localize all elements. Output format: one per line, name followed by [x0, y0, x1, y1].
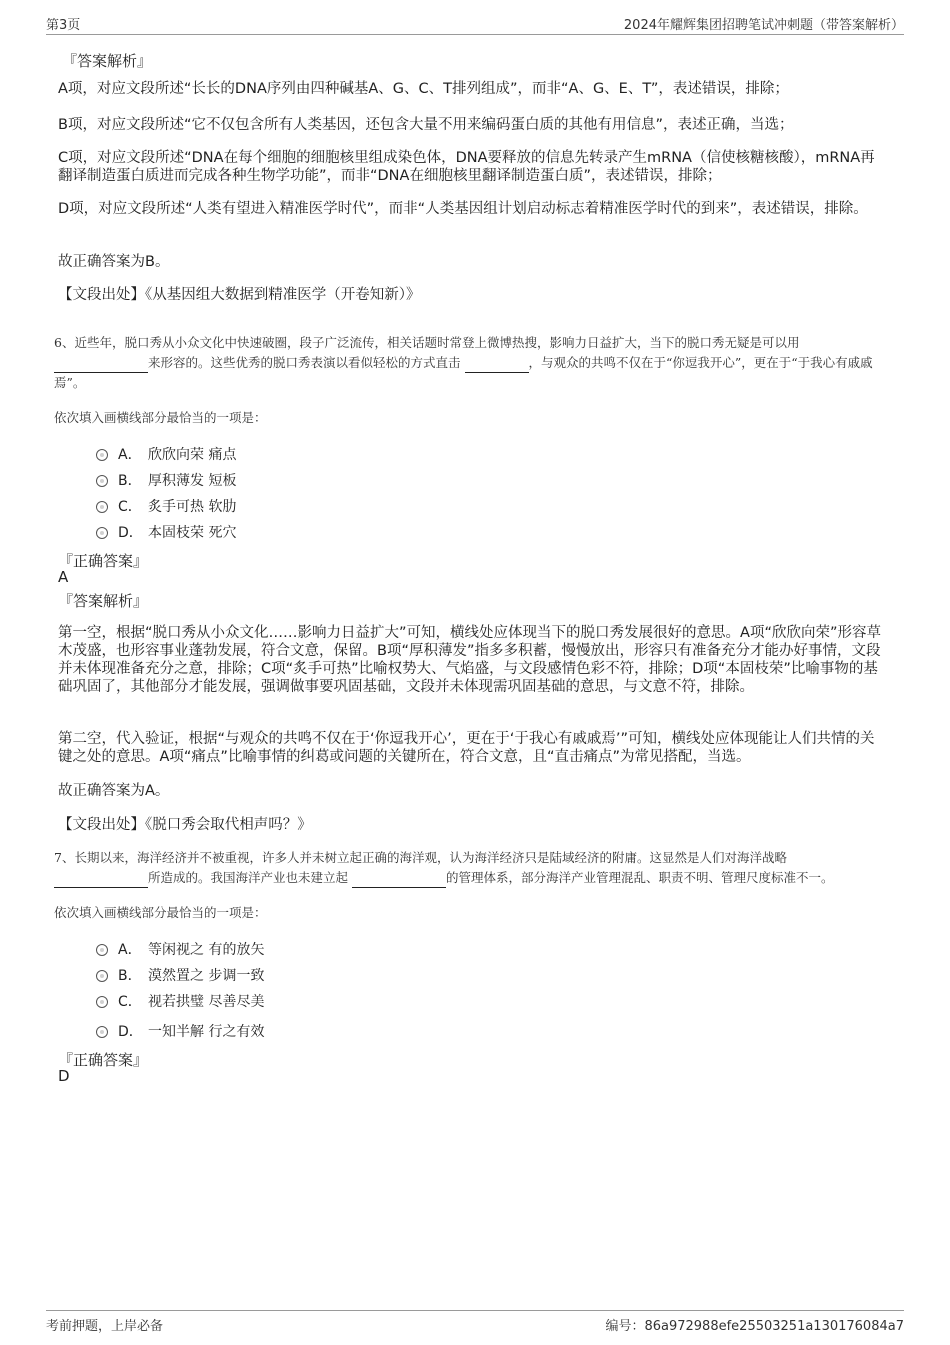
radio-icon[interactable] — [96, 970, 108, 982]
q6-analysis-blank-1: 第一空，根据“脱口秀从小众文化……影响力日益扩大”可知，横线处应体现当下的脱口秀发展很好的意思。A项“欣欣向荣”形容草木茂盛，也形容事业蓬勃发展，符合文意，保留。B项“厚积薄发”指多多积蓄，慢慢放出，形容只有准备充分才能办好事情，文段并未体现准备充分之意，排除；C项“炙手可热”比喻权势大、气焰盛，与文段感情色彩不符，排除；D项“本固枝荣”比喻事物的基础巩固了，其他部分才能发展，强调做事要巩固基础，文段并未体现需巩固基础的意思，与文意不符，排除。 — [58, 625, 881, 695]
q5-analysis-label: 『答案解析』 — [62, 52, 153, 70]
q6-blank-1 — [54, 358, 148, 373]
q5-analysis-item-a: A项，对应文段所述“长长的DNA序列由四种碱基A、G、C、T排列组成”，而非“A、G、E、T”，表述错误，排除； — [58, 81, 789, 97]
radio-icon[interactable] — [96, 944, 108, 956]
q6-stem-part1: 6、近些年，脱口秀从小众文化中快速破圈，段子广泛流传，相关话题时常登上微博热搜，影响力日益扩大，当下的脱口秀无疑是可以用 — [54, 335, 800, 350]
q6-stem-part3: ，与观众的共鸣不仅在于“你逗我开心”，更在于“于我心有戚戚焉”。 — [54, 355, 873, 390]
page-footer — [46, 1310, 904, 1335]
radio-icon[interactable] — [96, 501, 108, 513]
radio-icon[interactable] — [96, 449, 108, 461]
q6-answer: A — [58, 568, 69, 586]
q7-option-d[interactable]: D． 一知半解 行之有效 — [96, 1021, 264, 1041]
radio-icon[interactable] — [96, 475, 108, 487]
document-code: 编号：86a972988efe25503251a130176084a7 — [605, 1319, 904, 1334]
q6-analysis-blank-2: 第二空，代入验证，根据“与观众的共鸣不仅在于‘你逗我开心’，更在于‘于我心有戚戚焉’”可知，横线处应体现能让人们共情的关键之处的意思。A项“痛点”比喻事情的纠葛或问题的关键所在，符合文意，且“直击痛点”为常见搭配，当选。 — [58, 731, 875, 765]
q7-answer: D — [58, 1067, 70, 1085]
q7-stem-part3: 的管理体系，部分海洋产业管理混乱、职责不明、管理尺度标准不一。 — [446, 870, 834, 885]
q5-analysis-item-d: D项，对应文段所述“人类有望进入精准医学时代”，而非“人类基因组计划启动标志着精准医学时代的到来”，表述错误，排除。 — [58, 201, 868, 217]
page-header — [46, 14, 904, 35]
document-title: 2024年耀辉集团招聘笔试冲刺题（带答案解析） — [623, 18, 904, 33]
radio-icon[interactable] — [96, 996, 108, 1008]
radio-icon[interactable] — [96, 527, 108, 539]
q6-option-d[interactable]: D． 本固枝荣 死穴 — [96, 522, 236, 542]
q5-conclusion: 故正确答案为B。 — [58, 254, 170, 270]
page-number: 第3页 — [46, 18, 81, 33]
q6-analysis-label: 『答案解析』 — [58, 592, 149, 610]
q7-option-b[interactable]: B． 漠然置之 步调一致 — [96, 965, 264, 985]
q6-option-c[interactable]: C． 炙手可热 软肋 — [96, 496, 236, 516]
q6-prompt: 依次填入画横线部分最恰当的一项是： — [54, 410, 267, 425]
q6-option-b[interactable]: B． 厚积薄发 短板 — [96, 470, 236, 490]
q6-option-a[interactable]: A． 欣欣向荣 痛点 — [96, 444, 236, 464]
q7-stem — [54, 848, 894, 888]
q6-stem — [54, 333, 894, 393]
q6-stem-part2: 来形容的。这些优秀的脱口秀表演以看似轻松的方式直击 — [148, 355, 461, 370]
q6-blank-2 — [465, 358, 529, 373]
q7-stem-part1: 7、长期以来，海洋经济并不被重视，许多人并未树立起正确的海洋观，认为海洋经济只是陆域经济的附庸。这显然是人们对海洋战略 — [54, 850, 787, 865]
q6-source: 【文段出处】《脱口秀会取代相声吗？》 — [58, 817, 312, 833]
q5-analysis-item-c: C项，对应文段所述“DNA在每个细胞的细胞核里组成染色体，DNA要释放的信息先转录产生mRNA（信使核糖核酸），mRNA再翻译制造蛋白质进而完成各种生物学功能”，而非“DNA在细胞核里翻译制造蛋白质”，表述错误，排除； — [58, 150, 875, 184]
q5-source: 【文段出处】《从基因组大数据到精准医学（开卷知新）》 — [58, 287, 421, 303]
q7-blank-2 — [352, 873, 446, 888]
q7-option-c[interactable]: C． 视若拱璧 尽善尽美 — [96, 991, 264, 1011]
q6-conclusion: 故正确答案为A。 — [58, 783, 170, 799]
q5-analysis-item-b: B项，对应文段所述“它不仅包含所有人类基因，还包含大量不用来编码蛋白质的其他有用信息”，表述正确，当选； — [58, 117, 794, 133]
q7-prompt: 依次填入画横线部分最恰当的一项是： — [54, 905, 267, 920]
q7-blank-1 — [54, 873, 148, 888]
q6-answer-label: 『正确答案』 — [58, 552, 149, 570]
radio-icon[interactable] — [96, 1026, 108, 1038]
q7-option-a[interactable]: A． 等闲视之 有的放矢 — [96, 939, 264, 959]
q7-stem-part2: 所造成的。我国海洋产业也未建立起 — [148, 870, 349, 885]
q7-answer-label: 『正确答案』 — [58, 1051, 149, 1069]
footer-slogan: 考前押题，上岸必备 — [46, 1319, 164, 1334]
